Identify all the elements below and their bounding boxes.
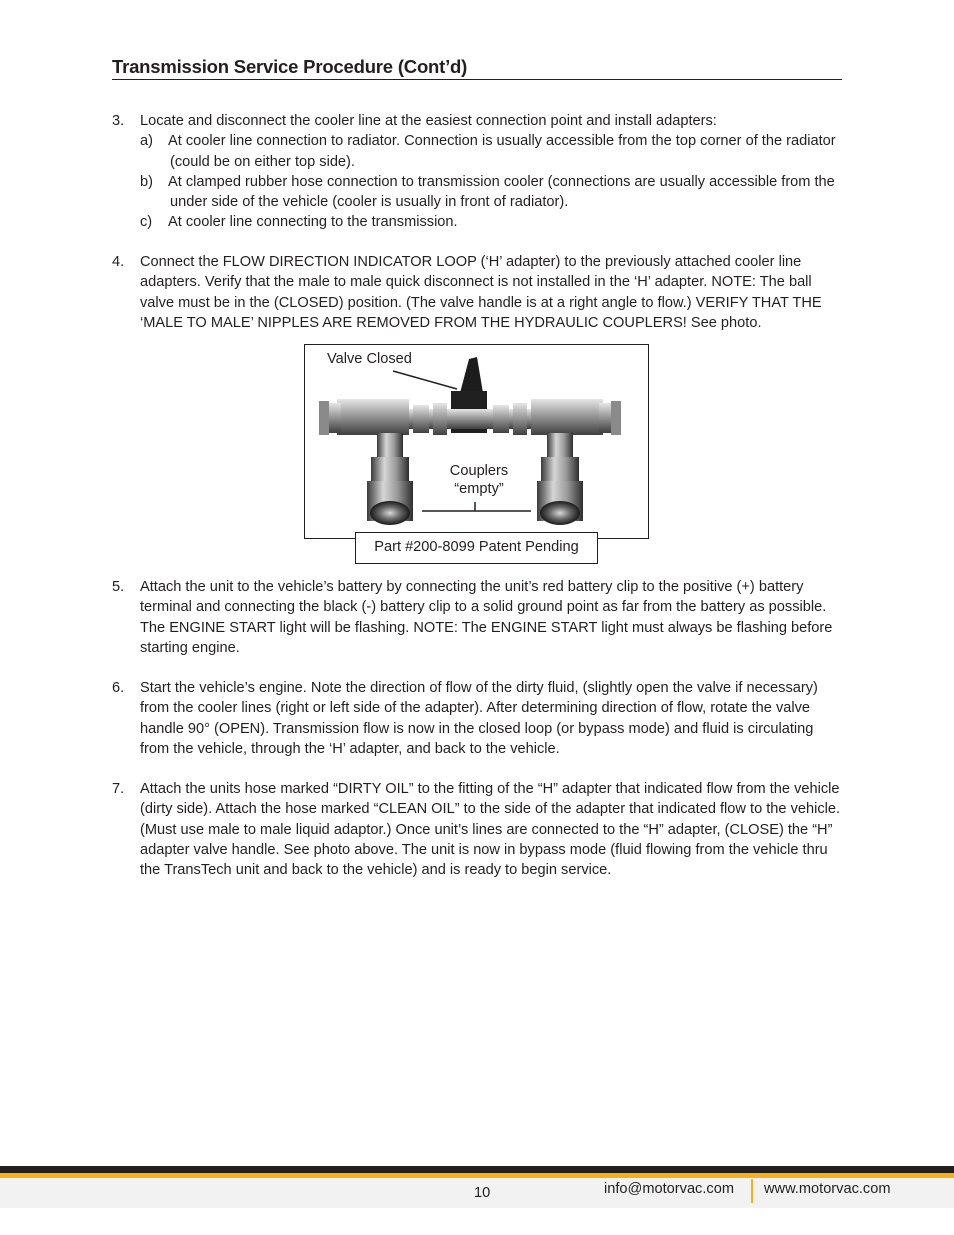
step-number: 5. (112, 579, 125, 595)
substep-text: At cooler line connecting to the transmission. (168, 214, 458, 231)
step-text: Attach the units hose marked “DIRTY OIL” to the fitting of the “H” adapter that indicated flow from the vehicle (dirty side). Attach the hose marked “CLEAN OIL” to the side of the adapter that indicated flow to the vehicle. (Must use male to male liquid adaptor.) Once unit’s lines are connected to the “H” adapter, (CLOSE) the “H” adapter valve handle. See photo above. The unit is now in bypass mode (fluid flowing from the vehicle thru the TransTech unit and back to the vehicle) and is ready to begin service. (140, 781, 841, 879)
step-text: Attach the unit to the vehicle’s battery by connecting the unit’s red battery clip to the positive (+) battery terminal and connecting the black (-) battery clip to a solid ground point as far from the battery as possible. The ENGINE START light will be flashing. NOTE: The ENGINE START light must always be flashing before starting engine. (140, 579, 833, 656)
substep-label: c) (140, 214, 153, 231)
footer-website: www.motorvac.com (764, 1181, 891, 1197)
step-number: 7. (112, 781, 125, 797)
substep-a (140, 131, 842, 172)
substep-label: b) (140, 173, 153, 190)
h-adapter-photo (305, 345, 647, 537)
step-text: Locate and disconnect the cooler line at the easiest connection point and install adapters: (140, 113, 717, 129)
substep-text: At clamped rubber hose connection to transmission cooler (connections are usually accessible from the under side of the vehicle (cooler is usually in front of radiator). (168, 173, 835, 211)
step-number: 4. (112, 254, 125, 270)
step-5 (112, 577, 842, 658)
page-number: 10 (474, 1185, 491, 1201)
footer-rule-black (0, 1166, 954, 1173)
step-text: Start the vehicle’s engine. Note the direction of flow of the dirty fluid, (slightly open the valve if necessary) from the cooler lines (right or left side of the adapter). After determining direction of flow, rotate the valve handle 90° (OPEN). Transmission flow is now in the closed loop (or bypass mode) and fluid is circulating from the vehicle, through the ‘H’ adapter, and back to the vehicle. (140, 680, 818, 757)
couplers-label (425, 462, 533, 498)
step-number: 6. (112, 680, 125, 696)
step-4 (112, 252, 842, 333)
figure-caption: Part #200-8099 Patent Pending (355, 532, 598, 564)
substep-c (140, 212, 842, 232)
valve-closed-label: Valve Closed (327, 351, 412, 367)
step-text: Connect the FLOW DIRECTION INDICATOR LOOP (‘H’ adapter) to the previously attached cooler line adapters. Verify that the male to male quick disconnect is not installed in the ‘H’ adapter. NOTE: The ball valve must be in the (CLOSED) position. (The valve handle is at a right angle to flow.) VERIFY THAT THE ‘MALE TO MALE’ NIPPLES ARE REMOVED FROM THE HYDRAULIC COUPLERS! See photo. (140, 254, 822, 331)
step-3 (112, 111, 842, 233)
step-number: 3. (112, 113, 125, 129)
h-adapter-figure (304, 344, 649, 539)
footer-separator (751, 1179, 753, 1203)
page-title: Transmission Service Procedure (Cont’d) (112, 56, 842, 80)
substep-label: a) (140, 133, 153, 150)
substep-text: At cooler line connection to radiator. Connection is usually accessible from the top corner of the radiator (could be on either top side). (168, 133, 836, 170)
step-6 (112, 678, 842, 759)
footer-email: info@motorvac.com (604, 1181, 734, 1197)
couplers-label-line2: “empty” (454, 481, 504, 497)
substep-b (140, 172, 842, 213)
couplers-label-line1: Couplers (449, 463, 509, 479)
step-7 (112, 779, 842, 880)
